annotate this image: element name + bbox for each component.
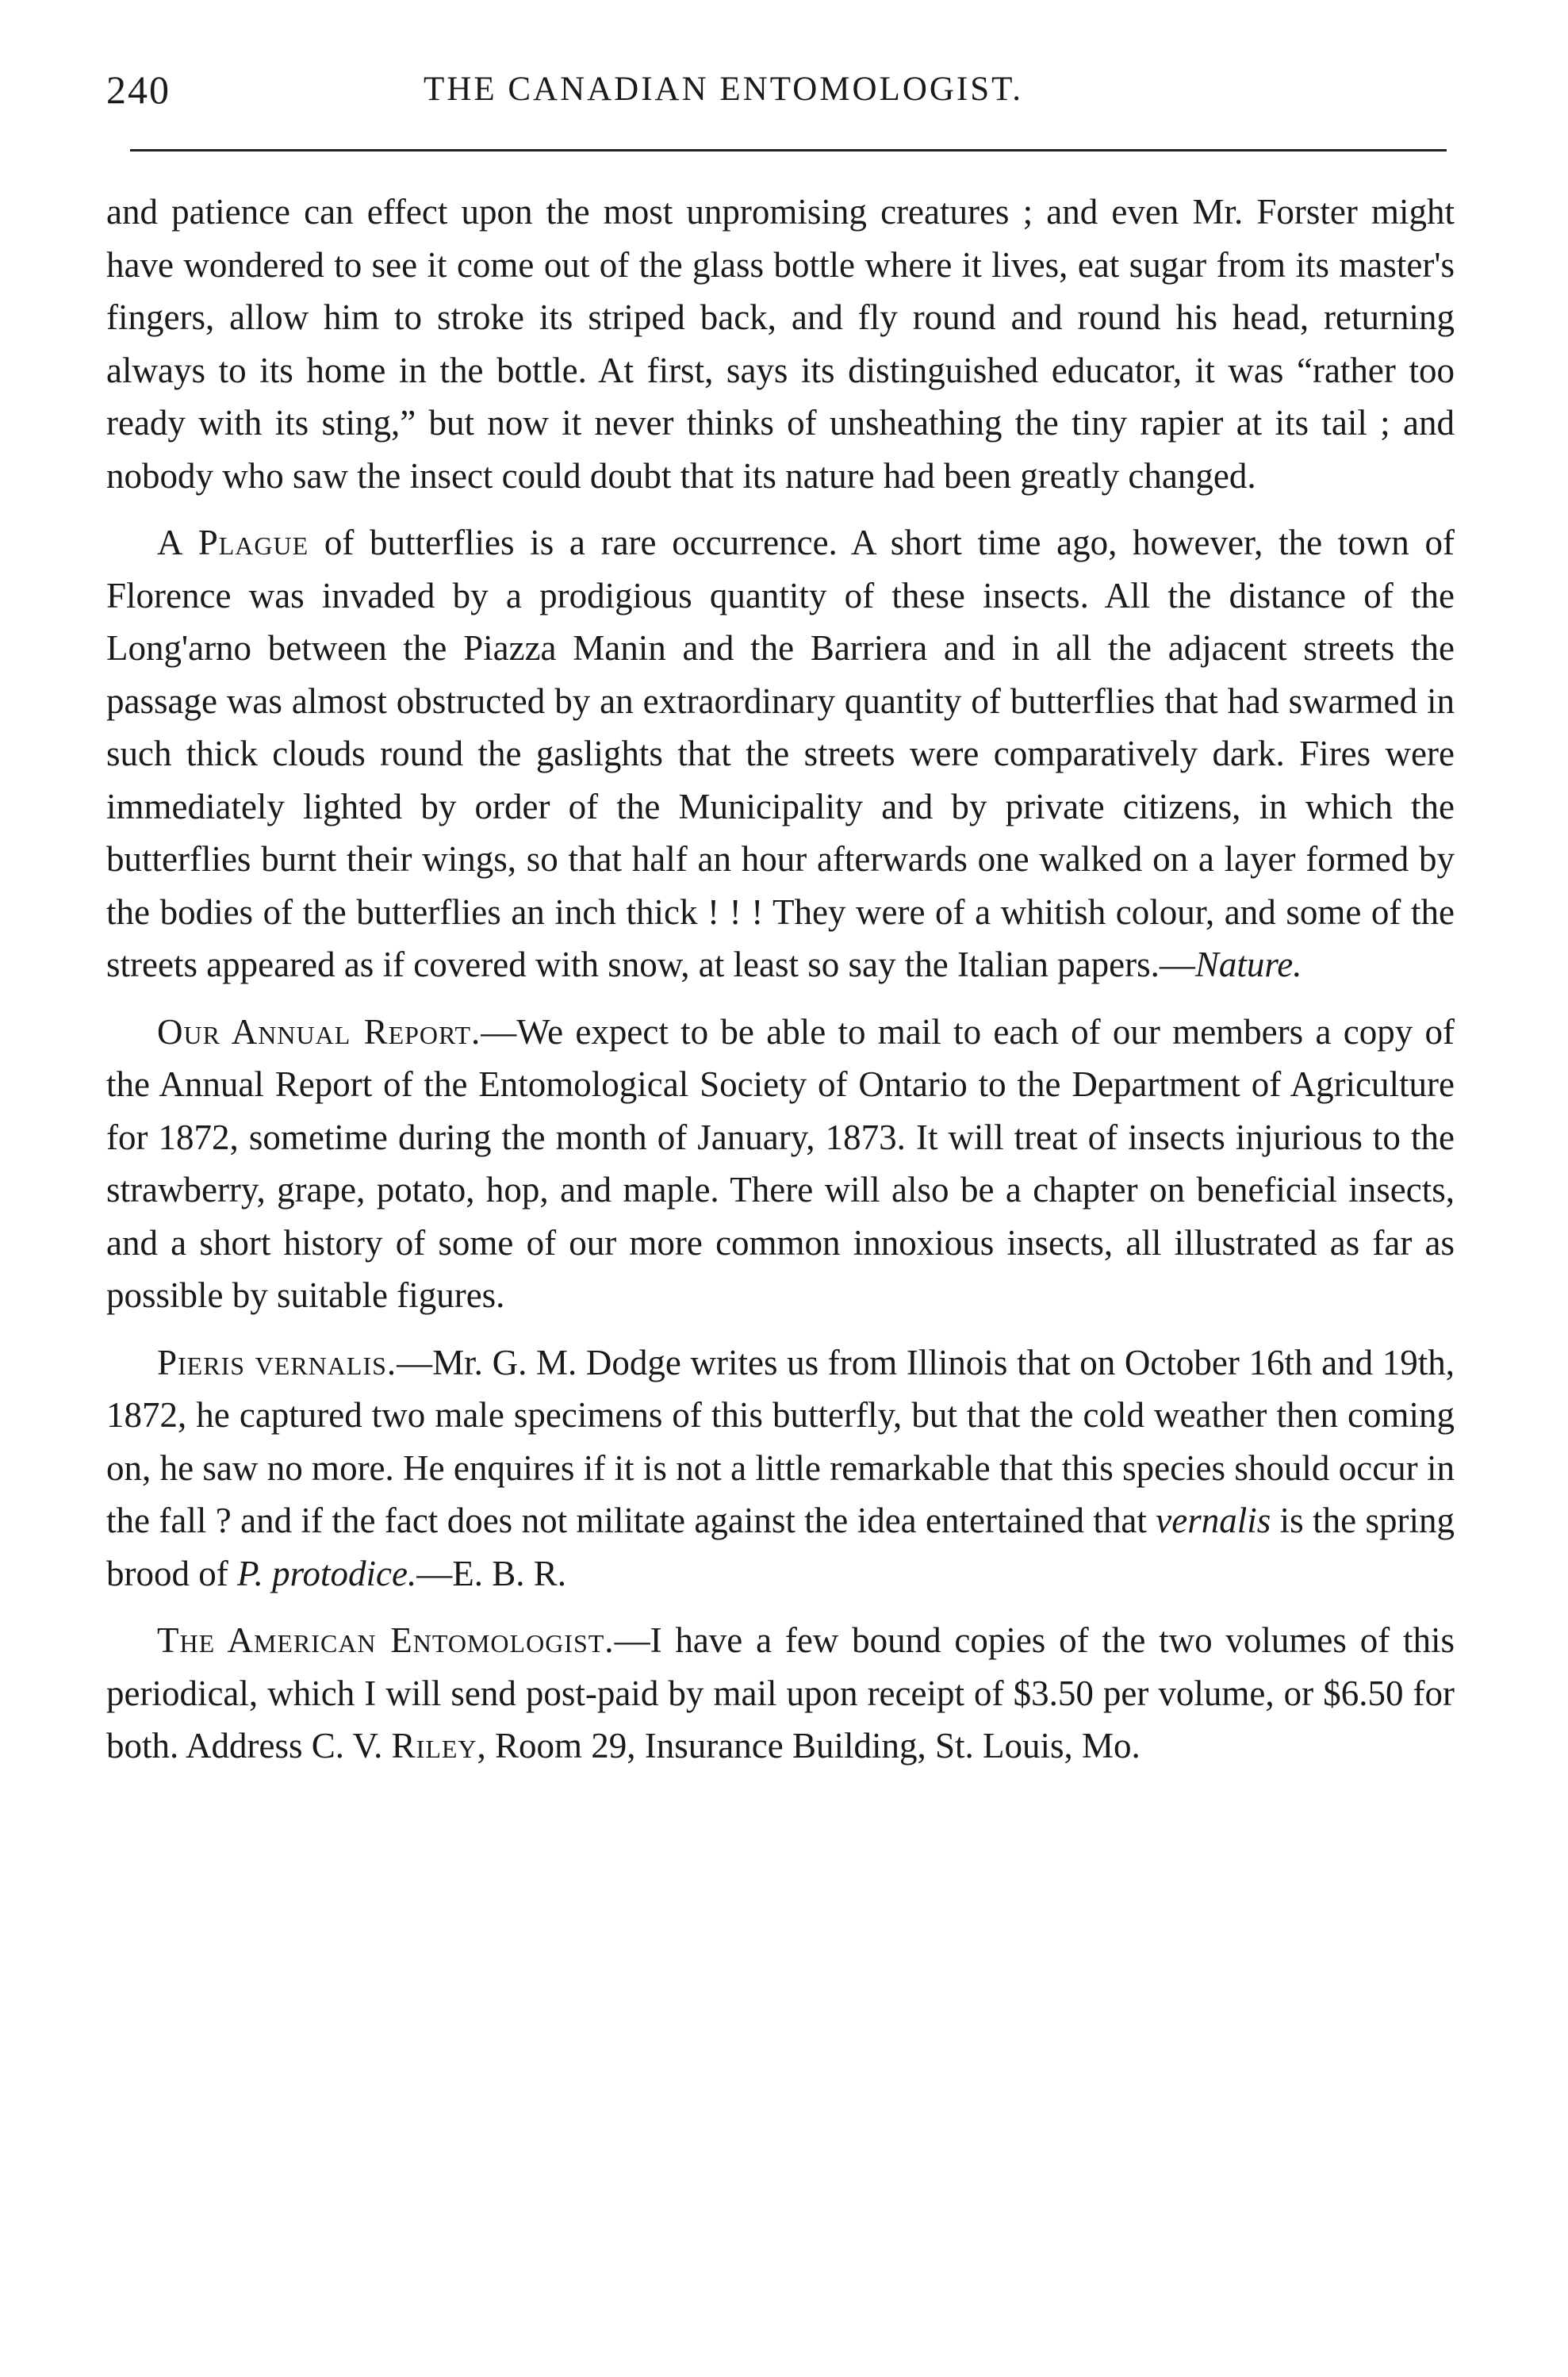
paragraph-wasp-continuation (106, 186, 1455, 502)
paragraph-annual-report (106, 1006, 1455, 1322)
paragraph-lead: Our Annual Report. (157, 1011, 481, 1052)
author-name: Riley (391, 1726, 477, 1765)
journal-title: THE CANADIAN ENTOMOLOGIST. (424, 71, 1023, 108)
running-head (106, 67, 1455, 122)
header-rule (130, 149, 1447, 151)
paragraph-lead: A Plague (157, 523, 309, 562)
article-body (106, 186, 1455, 1773)
paragraph-signature: —E. B. R. (416, 1553, 566, 1593)
paragraph-pieris-vernalis (106, 1336, 1455, 1601)
species-name: vernalis (1156, 1501, 1271, 1540)
source-citation: Nature. (1194, 945, 1302, 984)
paragraph-text: —We expect to be able to mail to each of our members a copy of the Annual Report of the Entomological Society of Ontario to the Department of Agriculture for 1872, sometime during the month of January, 1873. It will treat of insects injurious to the strawberry, grape, potato, hop, and maple. There will also be a chapter on beneficial insects, and a short history of some of our more common innoxious insects, all illustrated as far as possible by suitable figures. (106, 1011, 1455, 1315)
page-number: 240 (106, 67, 171, 112)
paragraph-american-entomologist (106, 1614, 1455, 1773)
species-name: P. protodice. (236, 1553, 417, 1593)
paragraph-text: —Mr. G. M. Dodge writes us from Illinois that on October 16th and 19th, 1872, he captured two male specimens of this butterfly, but that the cold weather then coming on, he saw no more. He enquires if it is not a little remarkable that this species should occur in the fall ? and if the fact does not militate against the idea entertained that (106, 1342, 1455, 1540)
paragraph-plague-of-butterflies (106, 516, 1455, 991)
paragraph-text: is the spring brood of (106, 1501, 1455, 1593)
paragraph-lead: The American Entomologist. (157, 1620, 615, 1660)
paragraph-lead: Pieris vernalis. (157, 1342, 397, 1382)
paragraph-text: and patience can effect upon the most unpromising creatures ; and even Mr. Forster might have wondered to see it come out of the glass bottle where it lives, eat sugar from its master's fingers, allow him to stroke its striped back, and fly round and round his head, returning always to its home in the bottle. At first, says its distinguished educator, it was “rather too ready with its sting,” but now it never thinks of unsheathing the tiny rapier at its tail ; and nobody who saw the insect could doubt that its nature had been greatly changed. (106, 192, 1455, 496)
paragraph-text: , Room 29, Insurance Building, St. Louis, Mo. (477, 1726, 1141, 1765)
paragraph-text: —I have a few bound copies of the two volumes of this periodical, which I will send post-paid by mail upon receipt of $3.50 per volume, or $6.50 for both. Address C. V. (106, 1620, 1455, 1765)
paragraph-text: of butterflies is a rare occurrence. A short time ago, however, the town of Florence was invaded by a prodigious quantity of these insects. All the distance of the Long'arno between the Piazza Manin and the Barriera and in all the adjacent streets the passage was almost obstructed by an extraordinary quantity of butterflies that had swarmed in such thick clouds round the gaslights that the streets were comparatively dark. Fires were immediately lighted by order of the Municipality and by private citizens, in which the butterflies burnt their wings, so that half an hour afterwards one walked on a layer formed by the bodies of the butterflies an inch thick ! ! ! They were of a whitish colour, and some of the streets appeared as if covered with snow, at least so say the Italian papers.— (106, 523, 1455, 984)
document-page (106, 67, 1455, 1765)
